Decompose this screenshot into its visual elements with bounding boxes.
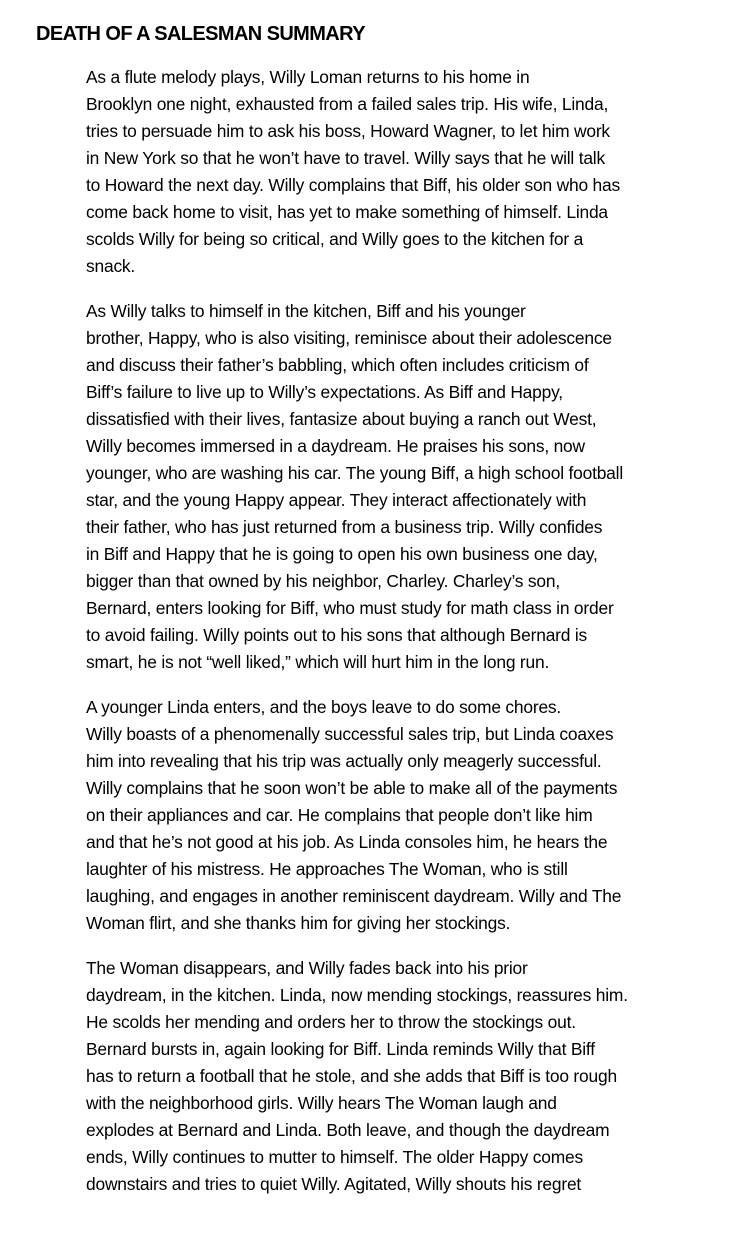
paragraph-line: Willy complains that he soon won’t be able to make all of the payments [86, 778, 618, 798]
paragraph-line: He scolds her mending and orders her to throw the stockings out. [86, 1012, 576, 1032]
paragraph-line: their father, who has just returned from a business trip. Willy confides [86, 517, 603, 537]
paragraph-line: snack. [86, 256, 136, 276]
paragraph-line: him into revealing that his trip was actually only meagerly successful. [86, 751, 602, 771]
paragraph-line: scolds Willy for being so critical, and Willy goes to the kitchen for a [86, 229, 584, 249]
paragraph-line: explodes at Bernard and Linda. Both leave, and though the daydream [86, 1120, 610, 1140]
paragraph-line: on their appliances and car. He complains that people don’t like him [86, 805, 593, 825]
paragraph-line: Biff’s failure to live up to Willy’s expectations. As Biff and Happy, [86, 382, 563, 402]
paragraph-line: Bernard bursts in, again looking for Biff. Linda reminds Willy that Biff [86, 1039, 595, 1059]
paragraph-line: has to return a football that he stole, and she adds that Biff is too rough [86, 1066, 617, 1086]
paragraph-line: dissatisfied with their lives, fantasize about buying a ranch out West, [86, 409, 597, 429]
paragraph-line: As Willy talks to himself in the kitchen, Biff and his younger [86, 301, 526, 321]
paragraph-line: and discuss their father’s babbling, which often includes criticism of [86, 355, 589, 375]
paragraph-line: in New York so that he won’t have to travel. Willy says that he will talk [86, 148, 605, 168]
document-title: DEATH OF A SALESMAN SUMMARY [36, 23, 365, 45]
paragraph [36, 298, 692, 676]
paragraph [36, 955, 692, 1198]
paragraph-line: As a flute melody plays, Willy Loman returns to his home in [86, 67, 530, 87]
paragraph-line: The Woman disappears, and Willy fades back into his prior [86, 958, 528, 978]
paragraph-line: Brooklyn one night, exhausted from a failed sales trip. His wife, Linda, [86, 94, 609, 114]
paragraph-line: come back home to visit, has yet to make something of himself. Linda [86, 202, 608, 222]
paragraph-line: Willy becomes immersed in a daydream. He praises his sons, now [86, 436, 585, 456]
paragraph-line: with the neighborhood girls. Willy hears The Woman laugh and [86, 1093, 557, 1113]
paragraph-line: in Biff and Happy that he is going to open his own business one day, [86, 544, 598, 564]
paragraph-line: ends, Willy continues to mutter to himself. The older Happy comes [86, 1147, 584, 1167]
paragraph-line: to avoid failing. Willy points out to his sons that although Bernard is [86, 625, 588, 645]
paragraph-line: daydream, in the kitchen. Linda, now mending stockings, reassures him. [86, 985, 628, 1005]
paragraph-line: and that he’s not good at his job. As Linda consoles him, he hears the [86, 832, 608, 852]
paragraph-line: star, and the young Happy appear. They interact affectionately with [86, 490, 587, 510]
paragraph-line: Willy boasts of a phenomenally successful sales trip, but Linda coaxes [86, 724, 614, 744]
document-page [36, 20, 692, 1216]
paragraph [36, 694, 692, 937]
paragraph-line: Woman flirt, and she thanks him for giving her stockings. [86, 913, 511, 933]
paragraph-line: downstairs and tries to quiet Willy. Agitated, Willy shouts his regret [86, 1174, 582, 1194]
paragraph [36, 64, 692, 280]
paragraph-line: to Howard the next day. Willy complains that Biff, his older son who has [86, 175, 620, 195]
paragraph-line: smart, he is not “well liked,” which will hurt him in the long run. [86, 652, 550, 672]
document-body [36, 64, 692, 1198]
paragraph-line: laughter of his mistress. He approaches The Woman, who is still [86, 859, 568, 879]
paragraph-line: A younger Linda enters, and the boys leave to do some chores. [86, 697, 562, 717]
paragraph-line: tries to persuade him to ask his boss, Howard Wagner, to let him work [86, 121, 610, 141]
paragraph-line: Bernard, enters looking for Biff, who must study for math class in order [86, 598, 614, 618]
paragraph-line: younger, who are washing his car. The young Biff, a high school football [86, 463, 623, 483]
paragraph-line: laughing, and engages in another reminiscent daydream. Willy and The [86, 886, 622, 906]
paragraph-line: brother, Happy, who is also visiting, reminisce about their adolescence [86, 328, 612, 348]
paragraph-line: bigger than that owned by his neighbor, Charley. Charley’s son, [86, 571, 560, 591]
